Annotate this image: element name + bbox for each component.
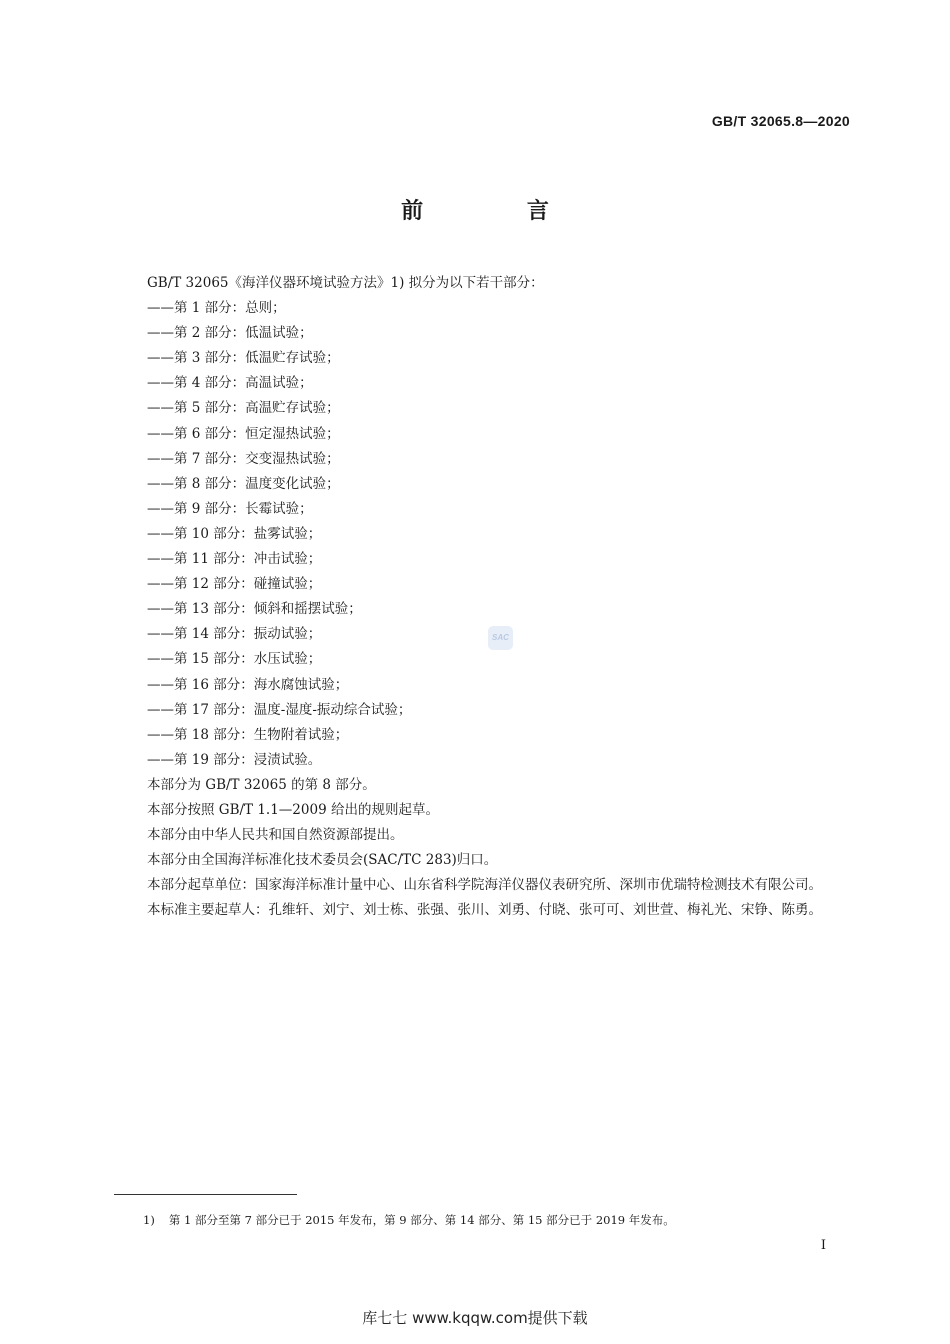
page-number: I: [820, 1238, 826, 1253]
part-list-item: ——第 17 部分：温度-湿度-振动综合试验；: [147, 701, 412, 718]
footnote-text: 第 1 部分至第 7 部分已于 2015 年发布，第 9 部分、第 14 部分、第 15 部分已于 2019 年发布。: [168, 1213, 675, 1227]
footnote-marker: 1): [143, 1213, 155, 1227]
part-list-item: ——第 1 部分：总则；: [147, 300, 286, 317]
part-list-item: ——第 11 部分：冲击试验；: [147, 551, 322, 568]
part-list-item: ——第 4 部分：高温试验；: [147, 375, 313, 392]
intro-paragraph: GB/T 32065《海洋仪器环境试验方法》1) 拟分为以下若干部分：: [147, 275, 544, 291]
part-list-item: ——第 14 部分：振动试验；: [147, 626, 322, 643]
part-list-item: ——第 7 部分：交变湿热试验；: [147, 450, 340, 467]
download-source-note: 库七七 www.kqqw.com提供下载: [362, 1309, 588, 1327]
sac-watermark-logo: SAC: [488, 626, 513, 650]
foreword-body: [114, 271, 854, 923]
drafters-paragraph: 本标准主要起草人：孔维轩、刘宁、刘士栋、张强、张川、刘勇、付晓、张可可、刘世萱、梅礼光、宋铮、陈勇。: [147, 902, 822, 919]
part-list-item: ——第 12 部分：碰撞试验；: [147, 576, 322, 593]
statement-proposer: 本部分由中华人民共和国自然资源部提出。: [147, 827, 404, 844]
part-list-item: ——第 10 部分：盐雾试验；: [147, 525, 322, 542]
part-list-item: ——第 9 部分：长霉试验；: [147, 500, 313, 517]
drafting-units-paragraph: 本部分起草单位：国家海洋标准计量中心、山东省科学院海洋仪器仪表研究所、深圳市优瑞特检测技术有限公司。: [147, 877, 822, 894]
statement-committee: 本部分由全国海洋标准化技术委员会(SAC/TC 283)归口。: [147, 852, 498, 869]
part-list-item: ——第 5 部分：高温贮存试验；: [147, 400, 340, 417]
part-list-item: ——第 2 部分：低温试验；: [147, 325, 313, 342]
standard-code: GB/T 32065.8—2020: [711, 113, 850, 129]
part-list-item: ——第 19 部分：浸渍试验。: [147, 751, 322, 768]
statement-drafting-rules: 本部分按照 GB/T 1.1—2009 给出的规则起草。: [147, 801, 439, 818]
part-list-item: ——第 3 部分：低温贮存试验；: [147, 350, 340, 367]
statement-part-number: 本部分为 GB/T 32065 的第 8 部分。: [147, 776, 376, 793]
part-list-item: ——第 6 部分：恒定湿热试验；: [147, 425, 340, 442]
part-list-item: ——第 8 部分：温度变化试验；: [147, 475, 340, 492]
part-list-item: ——第 18 部分：生物附着试验；: [147, 726, 349, 743]
part-list-item: ——第 15 部分：水压试验；: [147, 651, 322, 668]
page-title: 前 言: [401, 199, 597, 224]
part-list-item: ——第 16 部分：海水腐蚀试验；: [147, 676, 349, 693]
footnote: [143, 1212, 675, 1228]
footnote-divider: [114, 1194, 297, 1195]
part-list-item: ——第 13 部分：倾斜和摇摆试验；: [147, 601, 362, 618]
